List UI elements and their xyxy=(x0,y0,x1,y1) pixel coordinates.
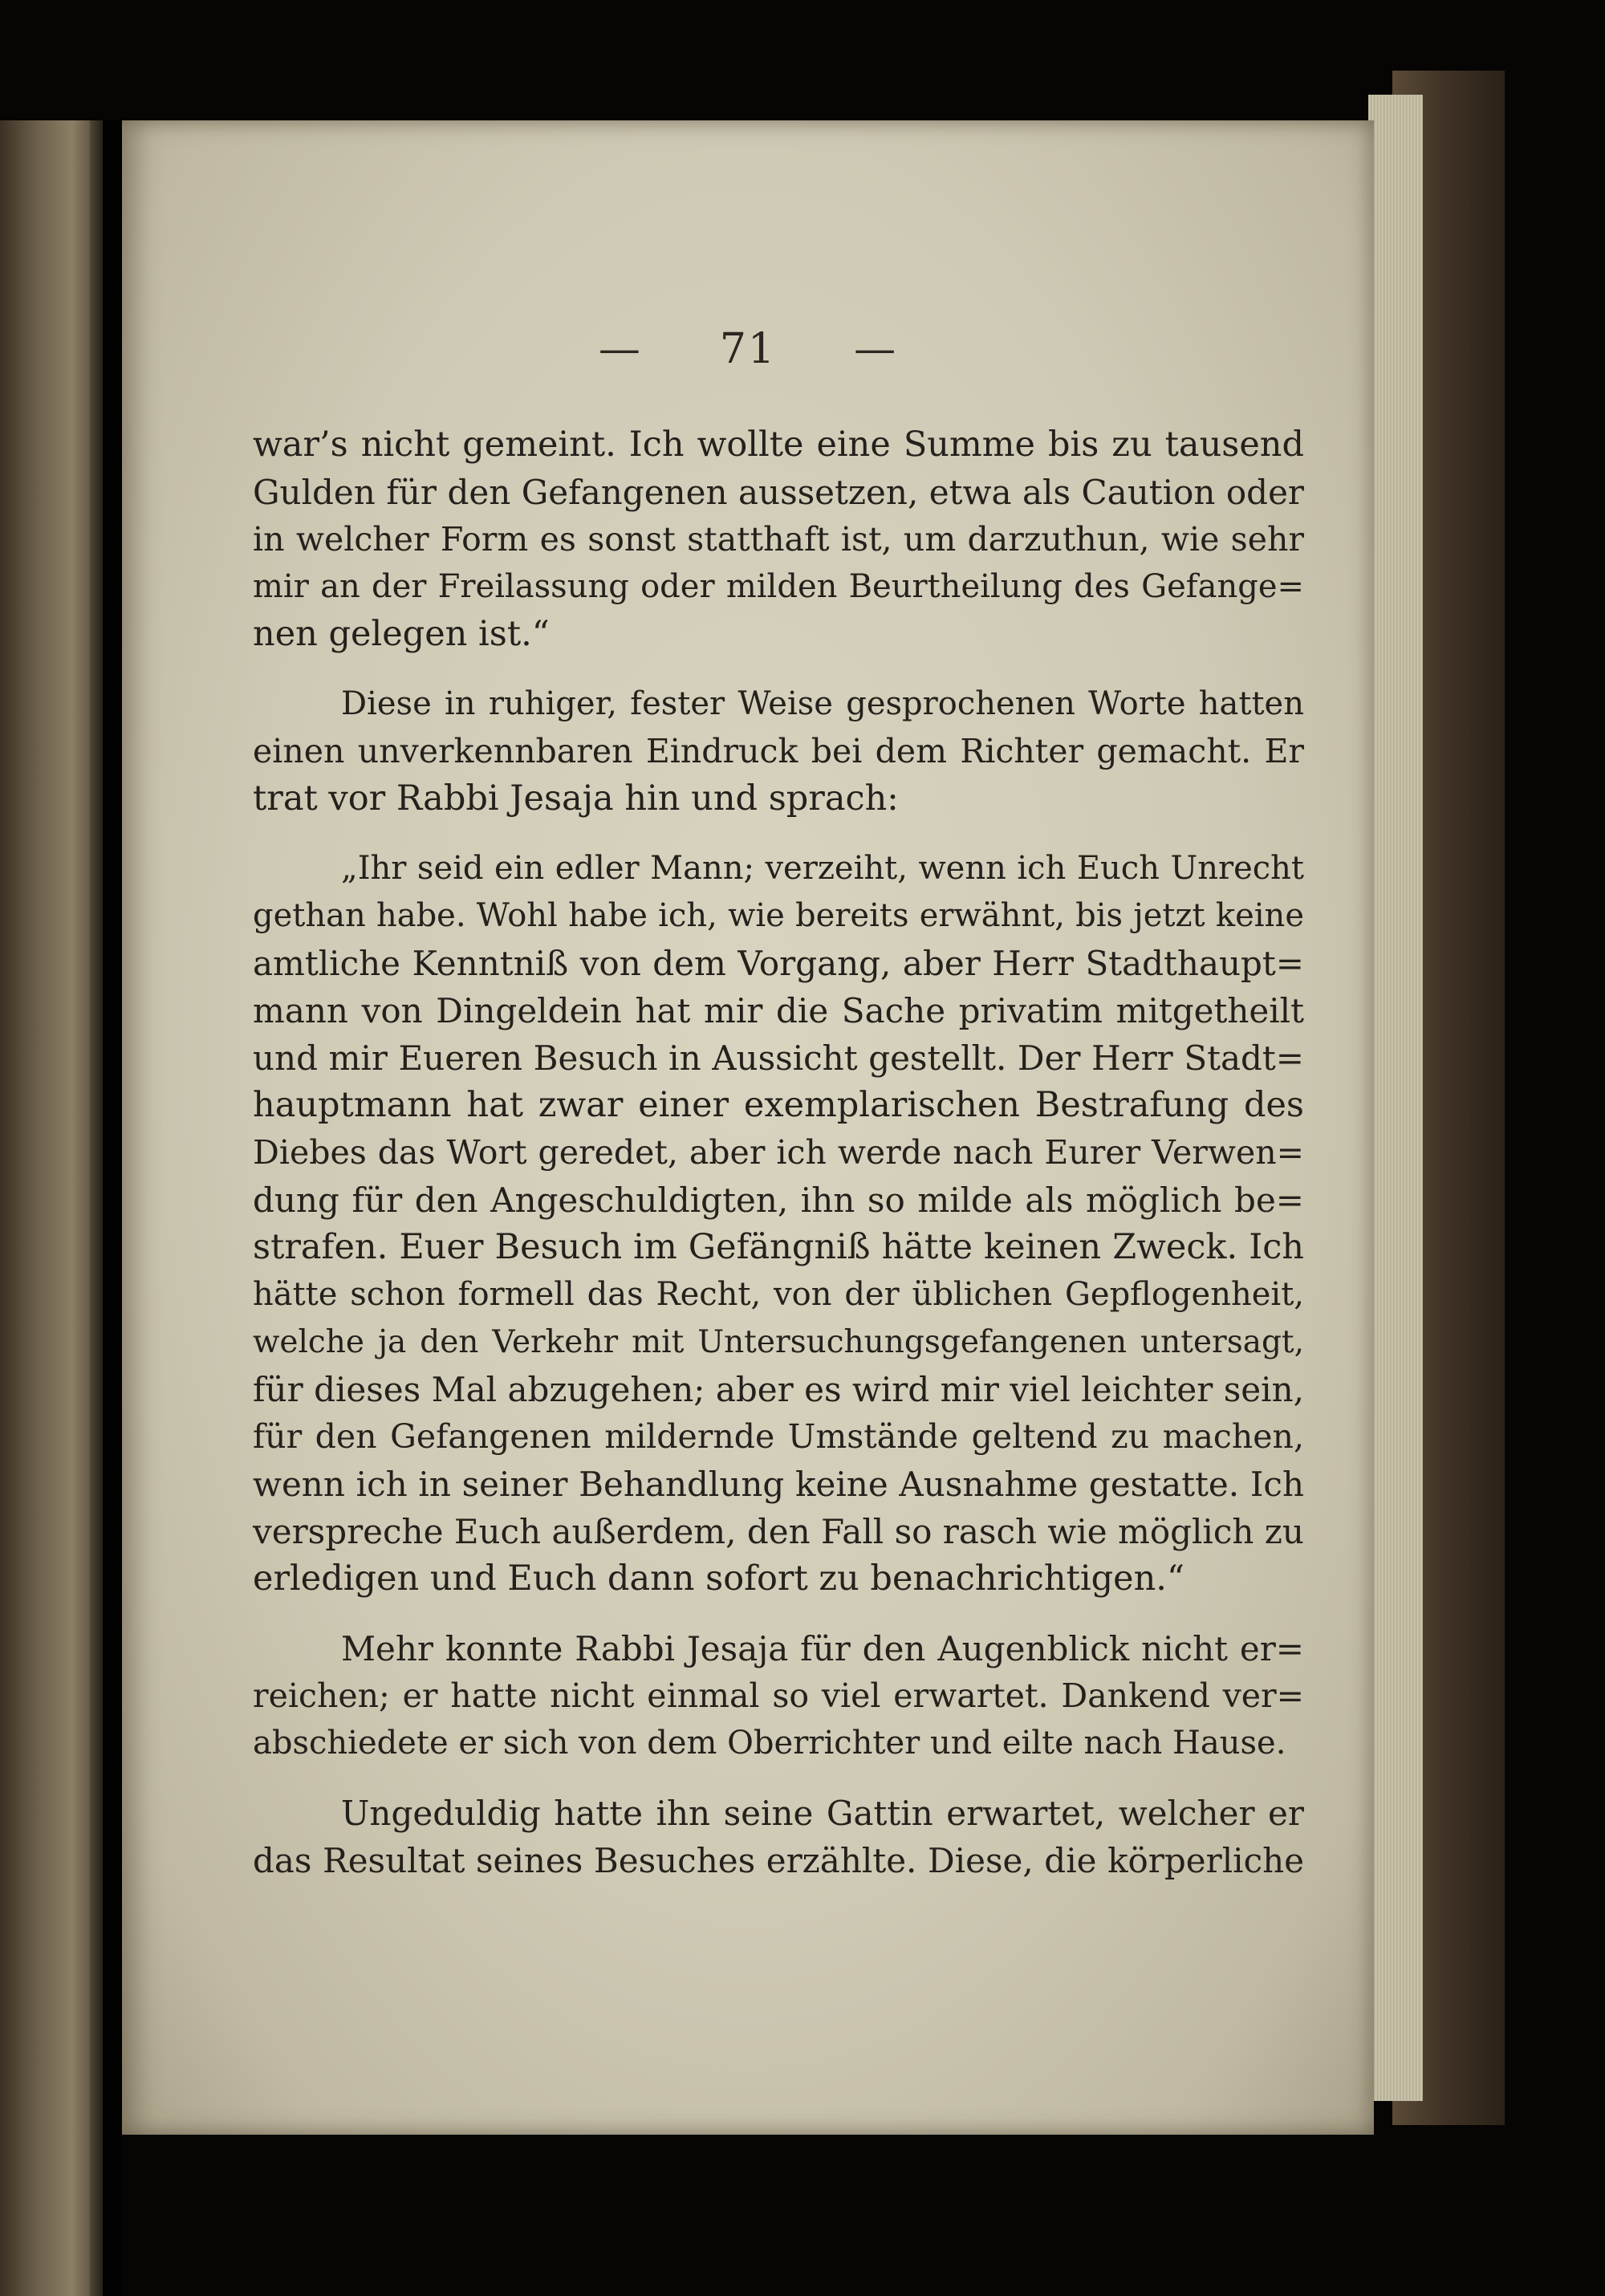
text-line: amtliche Kenntniß von dem Vorgang, aber Herr Stadthaupt= xyxy=(253,944,1304,983)
text-line: strafen. Euer Besuch im Gefängniß hätte keinen Zweck. Ich xyxy=(253,1227,1304,1267)
paragraph xyxy=(253,1625,1304,1767)
text-line: „Ihr seid ein edler Mann; verzeiht, wenn ich Euch Unrecht xyxy=(341,850,1304,887)
text-line: abschiedete er sich von dem Oberrichter und eilte nach Hause. xyxy=(253,1725,1286,1762)
text-line: erledigen und Euch dann sofort zu benachrichtigen.“ xyxy=(253,1558,1184,1599)
text-line: welche ja den Verkehr mit Untersuchungsgefangenen untersagt, xyxy=(253,1324,1304,1360)
text-line: und mir Eueren Besuch in Aussicht gestellt. Der Herr Stadt= xyxy=(253,1038,1304,1078)
text-line: Mehr konnte Rabbi Jesaja für den Augenblick nicht er= xyxy=(341,1629,1304,1668)
text-line: verspreche Euch außerdem, den Fall so rasch wie möglich zu xyxy=(253,1512,1304,1551)
gutter-shadow xyxy=(90,120,122,2296)
text-line: hauptmann hat zwar einer exemplarischen Bestrafung des xyxy=(253,1085,1304,1125)
page-stack-edge xyxy=(1368,95,1423,2101)
text-line: trat vor Rabbi Jesaja hin und sprach: xyxy=(253,778,899,819)
text-line: Gulden für den Gefangenen aussetzen, etwa als Caution oder xyxy=(253,473,1304,512)
text-line: einen unverkennbaren Eindruck bei dem Richter gemacht. Er xyxy=(253,732,1304,770)
page-header xyxy=(122,325,1374,373)
text-line: mann von Dingeldein hat mir die Sache privatim mitgetheilt xyxy=(253,991,1304,1030)
header-dash-right: — xyxy=(854,325,898,373)
text-line: in welcher Form es sonst statthaft ist, um darzuthun, wie sehr xyxy=(253,520,1304,559)
text-line: für den Gefangenen mildernde Umstände geltend zu machen, xyxy=(253,1417,1304,1456)
paragraph xyxy=(253,845,1304,1603)
body-text xyxy=(253,421,1304,1884)
text-line: reichen; er hatte nicht einmal so viel erwartet. Dankend ver= xyxy=(253,1676,1304,1715)
paragraph xyxy=(253,1790,1304,1884)
text-line: mir an der Freilassung oder milden Beurtheilung des Gefange= xyxy=(253,568,1304,605)
text-line: nen gelegen ist.“ xyxy=(253,614,550,654)
text-line: dung für den Angeschuldigten, ihn so milde als möglich be= xyxy=(253,1181,1304,1220)
header-dash-left: — xyxy=(598,325,642,373)
text-line: Diebes das Wort geredet, aber ich werde nach Eurer Verwen= xyxy=(253,1133,1304,1172)
text-line: Diese in ruhiger, fester Weise gesprochenen Worte hatten xyxy=(341,685,1304,722)
text-line: für dieses Mal abzugehen; aber es wird mir viel leichter sein, xyxy=(253,1370,1304,1409)
paragraph xyxy=(253,681,1304,823)
previous-page-edge xyxy=(0,120,103,2296)
text-line: wenn ich in seiner Behandlung keine Ausnahme gestatte. Ich xyxy=(253,1465,1304,1504)
page-number: 71 xyxy=(719,325,777,373)
text-line: gethan habe. Wohl habe ich, wie bereits erwähnt, bis jetzt keine xyxy=(253,897,1304,934)
paragraph xyxy=(253,421,1304,658)
text-line: das Resultat seines Besuches erzählte. Diese, die körperliche xyxy=(253,1841,1304,1880)
text-line: war’s nicht gemeint. Ich wollte eine Summe bis zu tausend xyxy=(253,425,1304,465)
text-line: hätte schon formell das Recht, von der üblichen Gepflogenheit, xyxy=(253,1276,1304,1313)
text-line: Ungeduldig hatte ihn seine Gattin erwartet, welcher er xyxy=(341,1794,1304,1833)
